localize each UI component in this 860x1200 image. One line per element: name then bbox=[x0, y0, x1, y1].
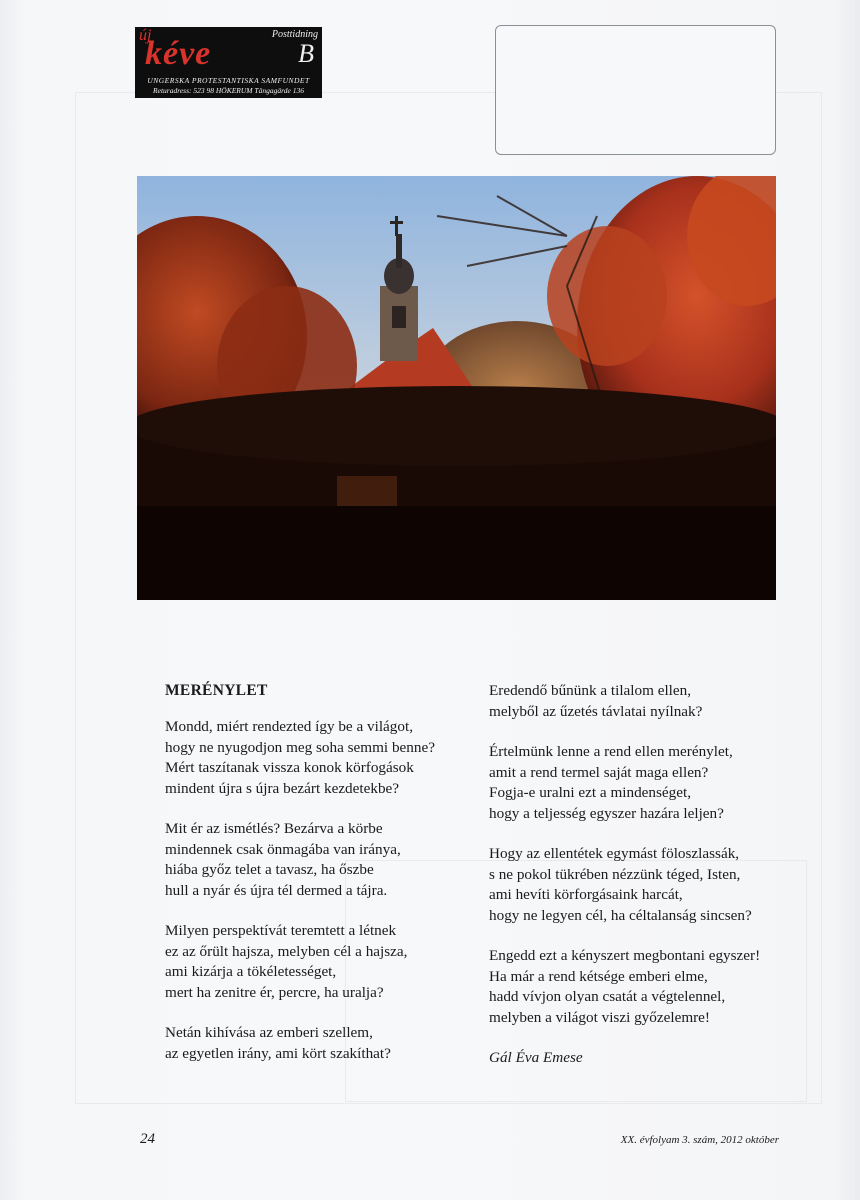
poem-line: ami hevíti körforgásaink harcát, bbox=[489, 886, 683, 903]
poem-line: mindent újra s újra bezárt kezdetekbe? bbox=[165, 779, 400, 797]
poem-line: ami kizárja a tökéletességet, bbox=[165, 963, 337, 980]
poem-line: Mondd, miért rendezted így be a világot, bbox=[165, 718, 413, 735]
church-photo-image bbox=[137, 176, 776, 600]
posttidning-label: Posttidning bbox=[271, 29, 318, 40]
masthead-title: kéve bbox=[145, 35, 212, 72]
poem-line: Értelmünk lenne a rend ellen merénylet, bbox=[489, 743, 733, 760]
stanza bbox=[165, 819, 485, 901]
poem-line: Mért taszítanak vissza konok körfogások bbox=[165, 759, 414, 776]
publisher-name: UNGERSKA PROTESTANTISKA SAMFUNDET bbox=[147, 76, 310, 85]
poem-line: melyből az űzetés távlatai nyílnak? bbox=[489, 702, 703, 720]
poem-line: melyben a világot viszi győzelemre! bbox=[489, 1008, 710, 1026]
poem-line: hadd vívjon olyan csatát a végtelennel, bbox=[489, 988, 726, 1005]
church-photo bbox=[137, 176, 776, 600]
poem-line: Hogy az ellentétek egymást föloszlassák, bbox=[489, 845, 740, 862]
stanza bbox=[165, 921, 485, 1003]
address-label-box bbox=[495, 25, 776, 155]
return-address: Returadress: 523 98 HÖKERUM Tängagärde 136 bbox=[153, 86, 304, 95]
poem-line: mindennek csak önmagába van iránya, bbox=[165, 840, 401, 858]
issue-info: XX. évfolyam 3. szám, 2012 október bbox=[620, 1134, 779, 1146]
stanza bbox=[489, 681, 789, 722]
poem-line: Fogja-e uralni ezt a mindenséget, bbox=[489, 784, 692, 801]
poem-column-left bbox=[165, 681, 485, 1084]
poem-line: hogy ne legyen cél, ha céltalanság sincsen? bbox=[489, 906, 752, 924]
poem-line: s ne pokol tükrében nézzünk téged, Isten, bbox=[489, 865, 741, 883]
stanza bbox=[489, 946, 789, 1028]
poem-line: Ha már a rend kétsége emberi elme, bbox=[489, 967, 708, 985]
poem-line: mert ha zenitre ér, percre, ha uralja? bbox=[165, 983, 384, 1001]
poem-line: hogy ne nyugodjon meg soha semmi benne? bbox=[165, 738, 435, 756]
poem-line: az egyetlen irány, ami kört szakíthat? bbox=[165, 1044, 391, 1062]
poem-line: hull a nyár és újra tél dermed a tájra. bbox=[165, 881, 388, 899]
poem-line: Eredendő bűnünk a tilalom ellen, bbox=[489, 682, 692, 699]
stanza bbox=[489, 742, 789, 824]
poem-line: Mit ér az ismétlés? Bezárva a körbe bbox=[165, 820, 383, 837]
poem-line: amit a rend termel saját maga ellen? bbox=[489, 763, 709, 781]
stanza bbox=[489, 844, 789, 926]
masthead-logo bbox=[135, 27, 322, 98]
masthead-uj: új bbox=[139, 27, 152, 44]
poem-column-right bbox=[489, 681, 789, 1069]
stanza bbox=[165, 1023, 485, 1064]
poem-title: MERÉNYLET bbox=[165, 682, 268, 699]
page-number: 24 bbox=[140, 1131, 155, 1147]
poem-line: Netán kihívása az emberi szellem, bbox=[165, 1024, 373, 1041]
postage-class-letter: B bbox=[298, 39, 314, 68]
poem-line: hiába győz telet a tavasz, ha őszbe bbox=[165, 861, 374, 878]
poem-line: Milyen perspektívát teremtett a létnek bbox=[165, 922, 397, 939]
poem-line: hogy a teljesség egyszer hazára leljen? bbox=[489, 804, 724, 822]
stanza bbox=[165, 717, 485, 799]
poem-author: Gál Éva Emese bbox=[489, 1049, 583, 1066]
poem-line: Engedd ezt a kényszert megbontani egyszer! bbox=[489, 947, 761, 964]
poem-line: ez az őrült hajsza, melyben cél a hajsza, bbox=[165, 942, 408, 960]
